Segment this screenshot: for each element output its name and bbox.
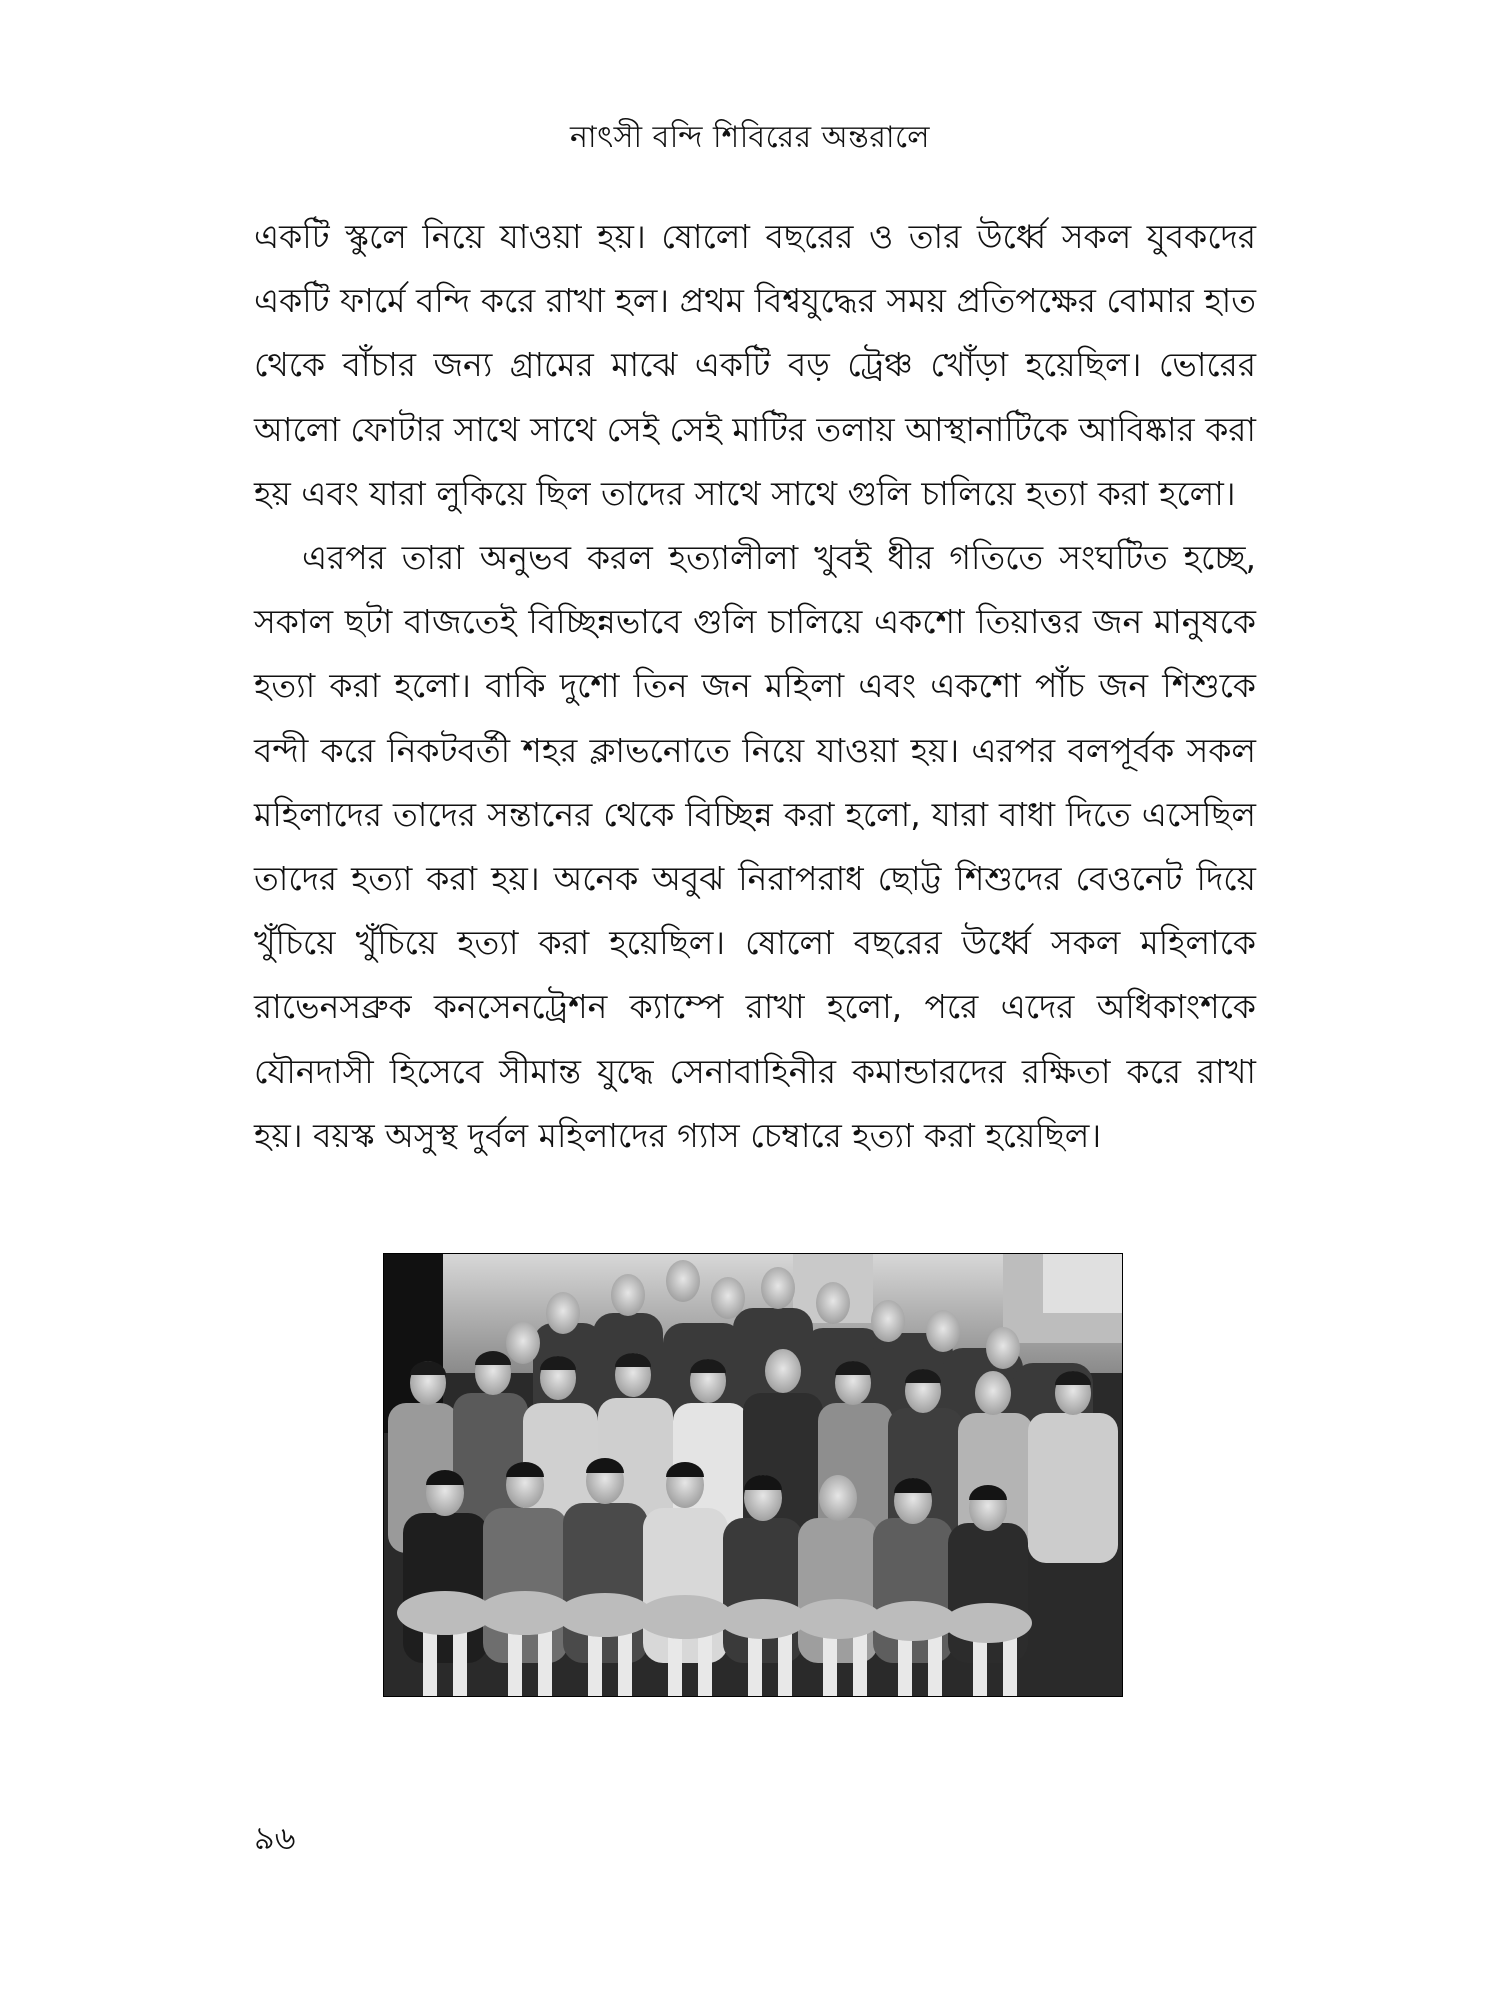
paragraph-2: এরপর তারা অনুভব করল হত্যালীলা খুবই ধীর গতিতে সংঘটিত হচ্ছে, সকাল ছটা বাজতেই বিচ্ছিন্নভাবে গুলি চালিয়ে একশো তিয়াত্তর জন মানুষকে হত্যা করা হলো। বাকি দুশো তিন জন মহিলা এবং একশো পাঁচ জন শিশুকে বন্দী করে নিকটবর্তী শহর ক্লাভনোতে নিয়ে যাওয়া হয়। এরপর বলপূর্বক সকল মহিলাদের তাদের সন্তানের থেকে বিচ্ছিন্ন করা হলো, যারা বাধা দিতে এসেছিল তাদের হত্যা করা হয়। অনেক অবুঝ নিরাপরাধ ছোট্ট শিশুদের বেওনেট দিয়ে খুঁচিয়ে খুঁচিয়ে হত্যা করা হয়েছিল। ষোলো বছরের উর্ধ্বে সকল মহিলাকে রাভেনসব্রুক কনসেনট্রেশন ক্যাম্পে রাখা হলো, পরে এদের অধিকাংশকে যৌনদাসী হিসেবে সীমান্ত যুদ্ধে সেনাবাহিনীর কমান্ডারদের রক্ষিতা করে রাখা হয়। বয়স্ক অসুস্থ দুর্বল মহিলাদের গ্যাস চেম্বারে হত্যা করা হয়েছিল।	[254, 538, 1256, 1155]
body-text	[254, 205, 1256, 1168]
running-header: নাৎসী বন্দি শিবিরের অন্তরালে	[570, 120, 930, 155]
paragraph-1: একটি স্কুলে নিয়ে যাওয়া হয়। ষোলো বছরের ও তার উর্ধ্বে সকল যুবকদের একটি ফার্মে বন্দি করে রাখা হল। প্রথম বিশ্বযুদ্ধের সময় প্রতিপক্ষের বোমার হাত থেকে বাঁচার জন্য গ্রামের মাঝে একটি বড় ট্রেঞ্চ খোঁড়া হয়েছিল। ভোরের আলো ফোটার সাথে সাথে সেই সেই মাটির তলায় আস্থানাটিকে আবিষ্কার করা হয় এবং যারা লুকিয়ে ছিল তাদের সাথে সাথে গুলি চালিয়ে হত্যা করা হলো।	[254, 217, 1256, 513]
group-photograph	[383, 1253, 1123, 1697]
page-number: ৯৬	[254, 1819, 296, 1857]
